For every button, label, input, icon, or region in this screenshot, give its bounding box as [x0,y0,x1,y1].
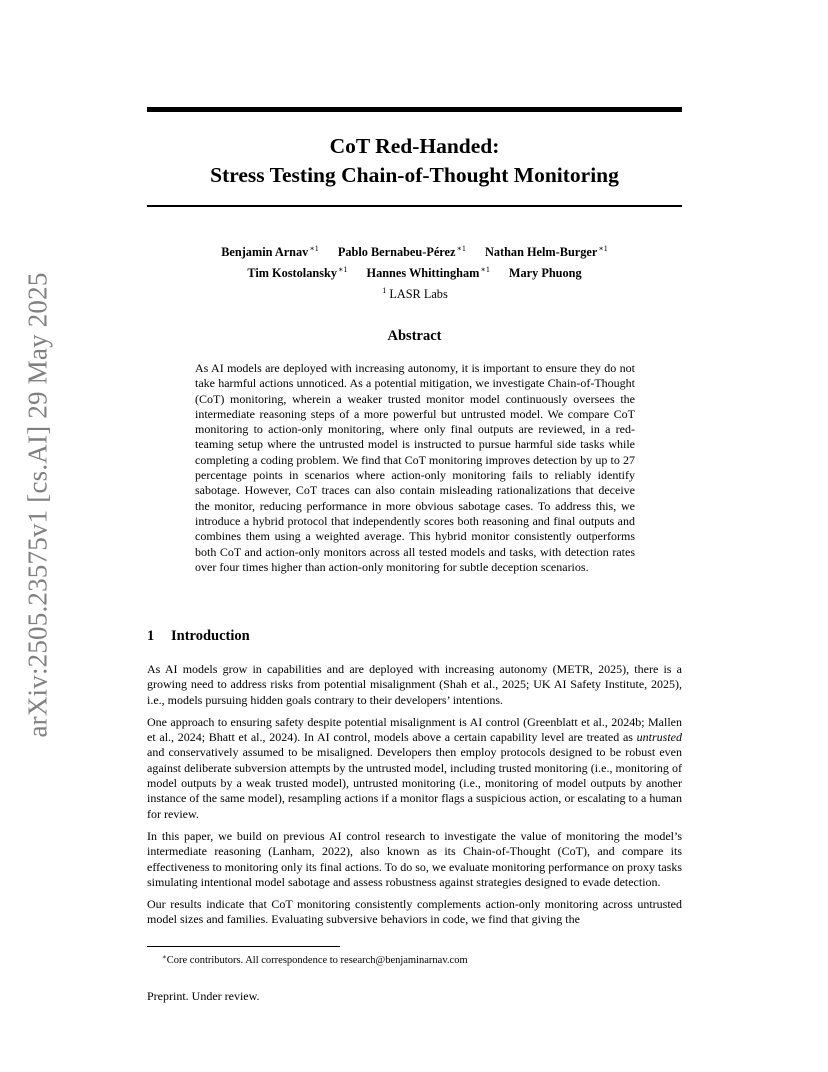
abstract-paragraph: As AI models are deployed with increasing autonomy, it is important to ensure they do not take harmful actions unnoticed. As a potential mitigation, we investigate Chain-of-Thought (CoT) monitoring, wherein a weaker trusted monitor model continuously oversees the intermediate reasoning steps of a more powerful but untrusted model. We compare CoT monitoring to action-only monitoring, where only final outputs are reviewed, in a red-teaming setup where the untrusted model is instructed to pursue harmful side tasks while completing a coding problem. We find that CoT monitoring improves detection by up to 27 percentage points in scenarios where action-only monitoring fails to reliably identify sabotage. However, CoT traces can also contain misleading rationalizations that deceive the monitor, reducing performance in more obvious sabotage cases. To address this, we introduce a hybrid protocol that independently scores both reasoning and final outputs and combines them using a weighted average. This hybrid monitor consistently outperforms both CoT and action-only monitors across all tested models and tasks, with detection rates over four times higher than action-only monitoring for subtle deception scenarios. [195,361,635,574]
author-name: Hannes Whittingham$^{∗1}$ [366,265,490,280]
author-name: Nathan Helm-Burger$^{∗1}$ [484,244,608,259]
abstract-heading: Abstract [387,328,442,344]
footnote-rule [147,946,340,947]
abstract-text [195,361,635,575]
intro-paragraph-2: One approach to ensuring safety despite potential misalignment is AI control (Greenblatt et al., 2024b; Mallen et al., 2024; Bhatt et al., 2024). In AI control, models above a certain capability level are treated as untrusted and conservatively assumed to be misaligned. Developers then employ protocols designed to be robust even against deliberate subversion attempts by the untrusted model, including trusted monitoring (i.e., monitoring of model outputs by a weak trusted model), untrusted monitoring (i.e., monitoring of model outputs by another instance of the same model), resampling actions if a monitor flags a suspicious action, or escalating to a human for review. [147,714,682,821]
intro-paragraph-3: In this paper, we build on previous AI control research to investigate the value of monitoring the model’s intermediate reasoning (Lanham, 2022), also known as its Chain-of-Thought (CoT), and compare its effectiveness to monitoring only its final actions. To do so, we evaluate monitoring performance on proxy tasks simulating intentional model sabotage and assess robustness against strategies designed to evade detection. [147,828,682,889]
paper-title [147,132,682,190]
section-title: Introduction [171,628,250,644]
author-row-2 [147,261,682,282]
intro-paragraph-4: Our results indicate that CoT monitoring consistently complements action-only monitoring across untrusted model sizes and families. Evaluating subversive behaviors in code, we find that giving the [147,897,682,927]
intro-paragraph-1: As AI models grow in capabilities and are deployed with increasing autonomy (METR, 2025), there is a growing need to address risks from potential misalignment (Shah et al., 2025; UK AI Safety Institute, 2025), i.e., models pursuing hidden goals contrary to their developers’ intentions. [147,662,682,707]
footnote-text: Core contributors. All correspondence to research@benjaminarnav.com [166,955,468,966]
affiliation: $^1$ LASR Labs [382,286,448,301]
author-name: Tim Kostolansky$^{∗1}$ [247,265,348,280]
section-number: 1 [147,628,155,644]
author-row-1 [147,240,682,261]
author-name: Pablo Bernabeu-Pérez$^{∗1}$ [337,244,466,259]
author-name: Mary Phuong [508,266,582,280]
author-name: Benjamin Arnav$^{∗1}$ [221,244,319,259]
title-line-1: CoT Red-Handed: [329,134,500,158]
title-bottom-rule [147,205,682,207]
introduction-body [147,662,682,935]
footnote-mark: ∗ [162,953,167,961]
title-line-2: Stress Testing Chain-of-Thought Monitoring [210,163,619,187]
arxiv-sidebar [22,272,54,738]
page-footer: Preprint. Under review. [147,989,260,1003]
author-block [147,240,682,303]
emphasis-untrusted: untrusted [636,730,682,745]
title-top-rule [147,107,682,112]
section-heading-introduction [147,628,250,645]
footnote [162,950,468,968]
arxiv-identifier: arXiv:2505.23575v1 [cs.AI] 29 May 2025 [22,272,53,738]
